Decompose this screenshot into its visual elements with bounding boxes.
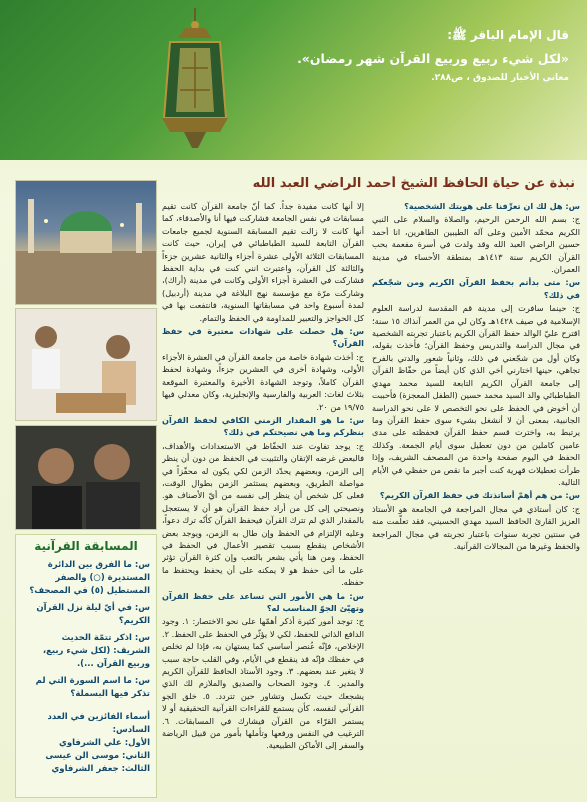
question: س: هل لك ان تعرِّفنا على هويتك الشخصية؟ [404,201,580,211]
contest-question: س: اذكر تتمّة الحديث الشريف: (لكل شيء ربيع، وربيع القرآن ...). [42,633,150,669]
winner-third: الثالث: جعفر الشرفاوي [51,764,150,774]
winner-first: الأول: علي الشرفاوي [59,738,150,748]
winners-list [22,711,150,776]
mosque-photo [15,180,157,305]
answer: ج: حينما سافرت إلى مدينة قم المقدسة لدراسة العلوم الإسلامية في صيف ١٤٢٨هـ وكان لي من العمر آنذاك ١٥ سنة؛ اقترح عليّ الوالد حفظ القرآن الكريم باعتبار تجربته الشخصية في مجال الدراسة والتدريس وحفظ القرآن؛ فأخذت بقوله، وكان أول من شجّعني في ذلك، وثانياً شعور والدتي بالفرح تجاهي، حينها اختارني أخي الذي كان أيضاً من حفّاظ القرآن إلى جامعة القرآن الكريم التابعة للسيد محمد مهدي الطباطبائي والد السيد محمد حسين (الطفل المعجزة) فأحببت أن أخوض في الحفظ على نحو التخصص لا على نحو الدراسة الجانبية، بمعنى أن لا أنشغل بشيء سوى حفظ القرآن وما يرتبط به، واخترت قسم حفظ القرآن فحفظته على مدى عامين كاملين من دون تعطيل سوى أيام الجمعة. وكذلك الحفظ في اليوم صفحة واحدة من المصحف الشريف، وإذا طرأت تعطيلات قهرية كنت أجبر ما نقص من حفظي في الأيام التالية. [372,303,580,487]
lantern-icon [140,8,250,158]
answer: ج: أخذت شهادة خاصة من جامعة القرآن في العشرة الأجزاء الأولى، وشهادة أخرى في العشرين جزءاً، وشهادة لحفظ القرآن كاملاً، وتوجد الشهادة الأخيرة والمعتبرة الموقعة بثلاث لغات: العربية والفارسية والإنجليزية، وكان معدلي فيها ١٩/٧٥ من ٢٠. [162,351,364,412]
contest-question: س: ما الفرق بين الدائرة المستديرة (○) والصفر المستطيل (٥) في المصحف؟ [29,560,150,596]
quote-box [245,26,573,136]
answer: ج: كان أستاذي في مجال المراجعة في الجامعة هو الأستاذ العزيز القارئ الحافظ السيد مهدي الحسيني، فقد تعلّمت منه في سنتين تجربة سنوات باعتبار تجربته في مجال المراجعة والحفظ وغيرها من المجالات القرآنية. [372,503,580,551]
article-title: نبذة عن حياة الحافظ الشيخ أحمد الراضي العبد الله [252,176,575,191]
contest-question: س: ما اسم السورة التي لم تذكر فيها البسملة؟ [35,676,150,699]
answer: ج: توجد أمور كثيرة أذكر أهمّها على نحو الاختصار: ١. وجود الدافع الذاتي للحفظ، لكي لا يؤثّر في الحفظ على الحفظ. ٢. الإخلاص، فإنّه عُنصر أساسي كما يستهان به، فإذا لم تخلص في حفظك فإنّه قد ينقطع في الأيام، وفي القلب حاجة سبب لا يتغير عند بعضهم. ٣. وجود الأستاذ الحافظ للقرآن الكريم والمدير. ٤. وجود الصحاب والصديق والملازم لك الذي يشجعك حيث تكسل وتشاور حين تتردد. ٥. خلق الجو القرآني لنفسه، كأن يستمع للقراءات القرآنية التحقيقية أو لا يستمر القرّاء من القرآن فيشارك في المسابقات. ٦. الترغيب في النفس ورفعها وتأملها بأمور من قبيل الرياضة والسفر إلى الأماكن الطبيعية. [162,616,364,751]
answer: ج: بسم الله الرحمن الرحيم، والصلاة والسلام على النبي الكريم محمّد الأمين وعلى آله الطيبين الطاهرين، انا أحمد حسين الراضي العبد الله وقد ولدت في أسرة مفعمة بحب القرآن الكريم سنة ١٤١٣هـ بمنطقة الأحساء في مدينة العمران. [372,214,580,275]
question: س: متى بدأتم بحفظ القرآن الكريم ومن شجّعكم في ذلك؟ [372,277,580,300]
contest-question: س: في أيّ ليلة نزل القرآن الكريم؟ [36,603,150,626]
article-column-middle [162,200,364,800]
winners-heading: أسماء الفائزين في العدد السادس: [47,712,150,735]
answer: ج: يوجد تفاوت عند الحفّاظ في الاستعدادات والأهداف، فالبعض غرضه الإتقان والتثبيت في الحفظ من دون أن ينظر إلى الزمن، وبعضهم يحدّد الزمن لكي يكون له محفّزاً في مواصلة الطريق، وبعضهم يستثمر الزمن بطوال الوقت، فعلى كل شخص أن ينظر إلى نفسه من أيّ الأصناف هو. ونصيحتي إلى كل من أراد حفظ القرآن هو أن لا يستعجل بالمقدار الذي لم تترك القرآن فيحفظ القرآن كأنّه ترك دعواً، وعليه الإلتزام في الحفظ وإن طال به الزمن، ويوجد بعض الأشخاص ينقطع بسبب تقصير الأعمال في الحفظ في الحفظ، ومن هنا يأتي بشعر بالتعب وإن كثرة القرآن تؤثر على ما أتى حفظ هو لا يمكنه على أن يحفظ ويحتفظ ما حفظه. [162,440,364,588]
question: س: ما هو المقدار الزمني الكافي لحفظ القرآن بنظركم وما هي نصيحتكم في ذلك؟ [162,414,364,438]
question: س: ما هي الأمور التي تساعد على حفظ القرآن وتهيّئ الجوّ المناسب له؟ [162,590,364,613]
contest-title: المسابقة القرآنية [34,539,138,553]
quran-contest-box [15,534,157,798]
quote-source: معاني الأخبار للصدوق ، ص٢٨٨. [431,73,569,83]
article-column-right [372,200,580,800]
portrait-photo [15,425,157,530]
question: س: هل حصلت على شهادات معتبرة في حفظ القرآن؟ [162,326,364,349]
winner-second: الثاني: موسى الن عيسى [45,751,150,761]
quote-attribution: قال الإمام الباقر ﷺ: [447,28,569,42]
quote-text: «لكل شيء ربيع وربيع القرآن شهر رمضان». [297,51,569,66]
students-photo [15,308,157,421]
header-banner [0,0,587,160]
paragraph: إلا أنها كانت مفيدة جداً. كما أنّ جامعة القرآن كانت تقيم مسابقات في نفس الجامعة فشاركت فيها أنا والأصدقاء، كما أنها كانت لا زالت تقيم المسابقة السنوية لجميع جامعات القرآن التابعة للسيد الطباطبائي في إيران، حيث كانت المسابقات الثلاثة الأولى عشرة أجزاء والثانية عشرين جزءاً والثالثة كل القرآن، واعتبرت انني كنت في بداية الحفظ فشاركت في العشرة أجزاء الأولى وكانت في مدينة (أراك)، وشاركت مرّة مع مؤسسة نهج البلاغة في مدينة (أردبيل) لمدة أسبوع واحد في مسابقاتها السنوية، فانتفعت بها في كل الحواجز والتعبير للمداومة في الحفظ والتمام. [162,201,364,323]
question: س: من هم أهمّ أساتذتك في حفظ القرآن الكريم؟ [379,490,580,501]
